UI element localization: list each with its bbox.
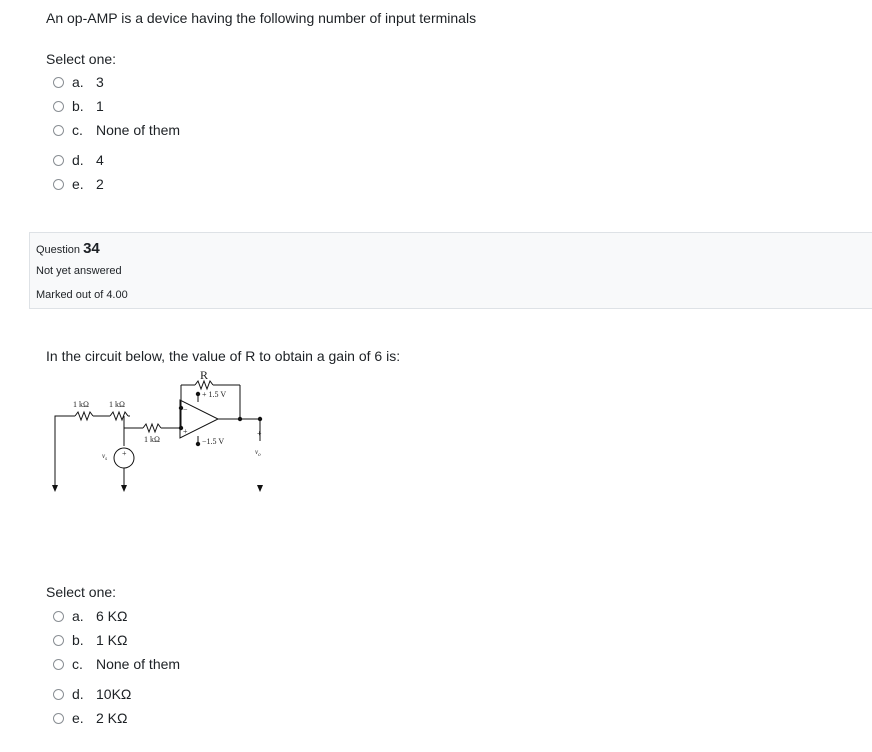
q34-option-e[interactable] — [53, 708, 127, 728]
resistor-r1 — [75, 412, 93, 420]
resistor-r3 — [143, 424, 161, 432]
option-letter: b. — [72, 632, 84, 648]
option-letter: c. — [72, 656, 83, 672]
q33-option-d[interactable] — [53, 150, 104, 170]
radio-button[interactable] — [53, 611, 64, 622]
label-r2: 1 kΩ — [109, 400, 125, 409]
label-vneg: −1.5 V — [202, 437, 225, 446]
radio-button[interactable] — [53, 659, 64, 670]
option-letter: e. — [72, 710, 84, 726]
label-vo: $v_o$ — [255, 448, 261, 458]
q33-option-a[interactable] — [53, 72, 104, 92]
question-marks: Marked out of 4.00 — [36, 289, 128, 301]
circuit-diagram — [40, 366, 280, 496]
question-34-select-label: Select one: — [46, 584, 117, 600]
option-text: 6 KΩ — [96, 608, 128, 624]
label-r: R — [200, 368, 209, 382]
left-arrow — [52, 485, 58, 492]
question-number: 34 — [83, 240, 100, 257]
q33-option-c[interactable] — [53, 120, 180, 140]
option-text: 2 — [96, 176, 104, 192]
option-letter: a. — [72, 74, 84, 90]
radio-button[interactable] — [53, 713, 64, 724]
q34-option-b[interactable] — [53, 630, 127, 650]
question-34-info-box — [29, 232, 872, 309]
label-r1: 1 kΩ — [73, 400, 89, 409]
q34-option-c[interactable] — [53, 654, 180, 674]
question-heading — [36, 240, 100, 257]
option-letter: e. — [72, 176, 84, 192]
question-label: Question — [36, 244, 81, 256]
resistor-r — [195, 381, 213, 389]
option-text: None of them — [96, 656, 181, 672]
question-status: Not yet answered — [36, 265, 122, 277]
option-letter: d. — [72, 152, 84, 168]
label-output-plus: + — [257, 429, 262, 438]
q33-option-e[interactable] — [53, 174, 104, 194]
q34-option-d[interactable] — [53, 684, 131, 704]
option-text: 3 — [96, 74, 104, 90]
output-arrow — [257, 485, 263, 492]
question-34-text: In the circuit below, the value of R to obtain a gain of 6 is: — [46, 348, 401, 364]
option-text: 1 — [96, 98, 104, 114]
label-vs: $v_s$ — [102, 452, 108, 462]
question-33-text: An op-AMP is a device having the following number of input terminals — [46, 10, 477, 26]
radio-button[interactable] — [53, 101, 64, 112]
option-letter: a. — [72, 608, 84, 624]
question-33-select-label: Select one: — [46, 51, 117, 67]
resistor-r2 — [110, 412, 128, 420]
radio-button[interactable] — [53, 125, 64, 136]
option-text: 10KΩ — [96, 686, 132, 702]
label-r3: 1 kΩ — [144, 435, 160, 444]
label-inverting: − — [183, 405, 188, 414]
label-source-sign: + — [122, 449, 127, 458]
label-noninverting: + — [183, 427, 188, 436]
radio-button[interactable] — [53, 689, 64, 700]
radio-button[interactable] — [53, 179, 64, 190]
q34-option-a[interactable] — [53, 606, 127, 626]
option-text: 2 KΩ — [96, 710, 128, 726]
option-letter: b. — [72, 98, 84, 114]
radio-button[interactable] — [53, 155, 64, 166]
option-text: 1 KΩ — [96, 632, 128, 648]
option-letter: d. — [72, 686, 84, 702]
radio-button[interactable] — [53, 635, 64, 646]
label-vpos: + 1.5 V — [202, 390, 227, 399]
option-text: None of them — [96, 122, 181, 138]
radio-button[interactable] — [53, 77, 64, 88]
q33-option-b[interactable] — [53, 96, 104, 116]
left-input-wire — [55, 416, 75, 488]
option-letter: c. — [72, 122, 83, 138]
option-text: 4 — [96, 152, 104, 168]
